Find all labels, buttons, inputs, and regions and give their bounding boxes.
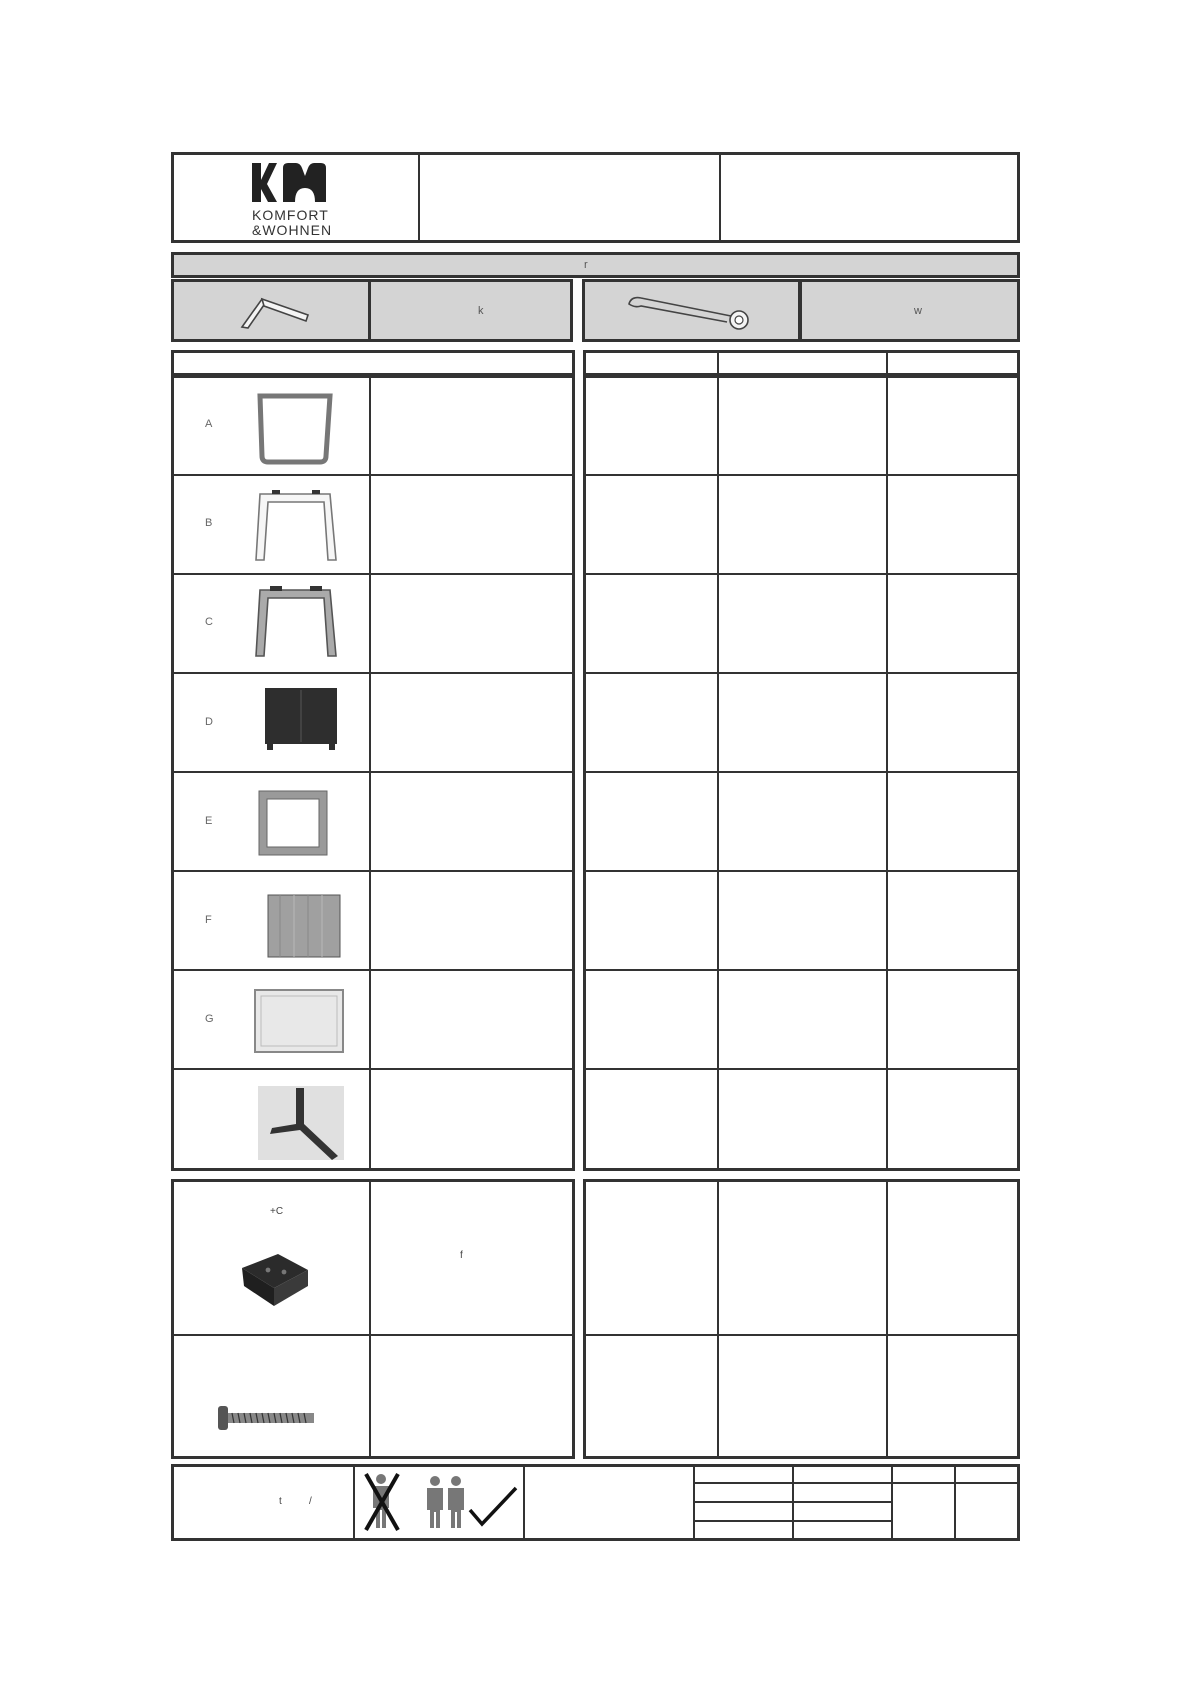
tool-wrench-cell [582, 279, 801, 342]
part-letter-d: D [205, 716, 213, 728]
logo-text-line2: &WOHNEN [252, 222, 333, 238]
glass-panel-icon [253, 988, 348, 1058]
trapezoid-leg-icon [250, 488, 340, 568]
rectangular-frame-icon [255, 787, 335, 862]
footer-row-3 [693, 1520, 891, 1522]
part-letter-f: F [205, 914, 212, 926]
trapezoid-leg-dark-icon [250, 584, 340, 664]
rubber-pad-icon [238, 1250, 318, 1310]
footer-row-2 [693, 1501, 891, 1503]
footer-divider-1 [353, 1464, 355, 1541]
part-letter-c: C [205, 616, 213, 628]
bolt-icon [216, 1400, 326, 1440]
part-letter-b: B [205, 517, 213, 529]
row-sep-r3 [583, 672, 1020, 674]
row-sep-1 [171, 474, 575, 476]
parts-left-header [171, 350, 575, 376]
row-sep-r5 [583, 870, 1020, 872]
header-divider-2 [719, 152, 721, 243]
logo-text-line1: KOMFORT [252, 207, 329, 223]
one-person-crossed-icon [362, 1470, 412, 1534]
part-letter-g: G [205, 1013, 214, 1025]
cabinet-icon [263, 686, 343, 756]
row-sep-2 [171, 573, 575, 575]
wood-panel-icon [266, 893, 346, 963]
header-divider-1 [418, 152, 420, 243]
y-leg-icon [258, 1086, 348, 1166]
parts-right-header [583, 350, 1020, 376]
row-sep-5 [171, 870, 575, 872]
footer-divider-5 [891, 1464, 893, 1541]
tool1-label: k [478, 305, 484, 317]
footer-row-1 [693, 1482, 1020, 1484]
right-table-divider-1 [717, 375, 719, 1171]
row-sep-r2 [583, 573, 1020, 575]
logo-mark-icon [240, 162, 350, 212]
row-sep-3 [171, 672, 575, 674]
tools-banner [171, 252, 1020, 278]
allen-key-icon [234, 295, 314, 335]
hardware-right-table [583, 1179, 1020, 1459]
row-sep-6 [171, 969, 575, 971]
tool2-label: w [914, 305, 922, 317]
parts-left-table [171, 375, 575, 1171]
hardware-left-divider [369, 1179, 371, 1459]
u-frame-leg-icon [250, 390, 340, 470]
wrench-icon [627, 292, 757, 332]
row-sep-4 [171, 771, 575, 773]
footer-divider-6 [954, 1464, 956, 1541]
footer-note-a: t [279, 1496, 282, 1507]
hardware-right-divider-2 [886, 1179, 888, 1459]
parts-right-table [583, 375, 1020, 1171]
tool-allen-key-cell [171, 279, 371, 342]
row-sep-r7 [583, 1068, 1020, 1070]
pad-description: f [460, 1250, 463, 1261]
part-letter-e: E [205, 815, 213, 827]
row-sep-r1 [583, 474, 1020, 476]
parts-left-divider [369, 375, 371, 1171]
hardware-right-row-sep [583, 1334, 1020, 1336]
hardware-left-row-sep [171, 1334, 575, 1336]
two-persons-check-icon [420, 1470, 520, 1534]
row-sep-r4 [583, 771, 1020, 773]
part-letter-a: A [205, 418, 213, 430]
right-table-divider-2 [886, 375, 888, 1171]
pad-label: +C [270, 1206, 284, 1217]
tool-wrench-label-cell [799, 279, 1020, 342]
tool-allen-key-label-cell [368, 279, 573, 342]
tools-banner-text: r [584, 259, 588, 271]
right-header-divider-2 [886, 350, 888, 376]
footer-divider-2 [523, 1464, 525, 1541]
row-sep-r6 [583, 969, 1020, 971]
right-header-divider-1 [717, 350, 719, 376]
hardware-right-divider-1 [717, 1179, 719, 1459]
row-sep-7 [171, 1068, 575, 1070]
footer-note-b: / [309, 1496, 312, 1507]
brand-logo [240, 162, 350, 238]
